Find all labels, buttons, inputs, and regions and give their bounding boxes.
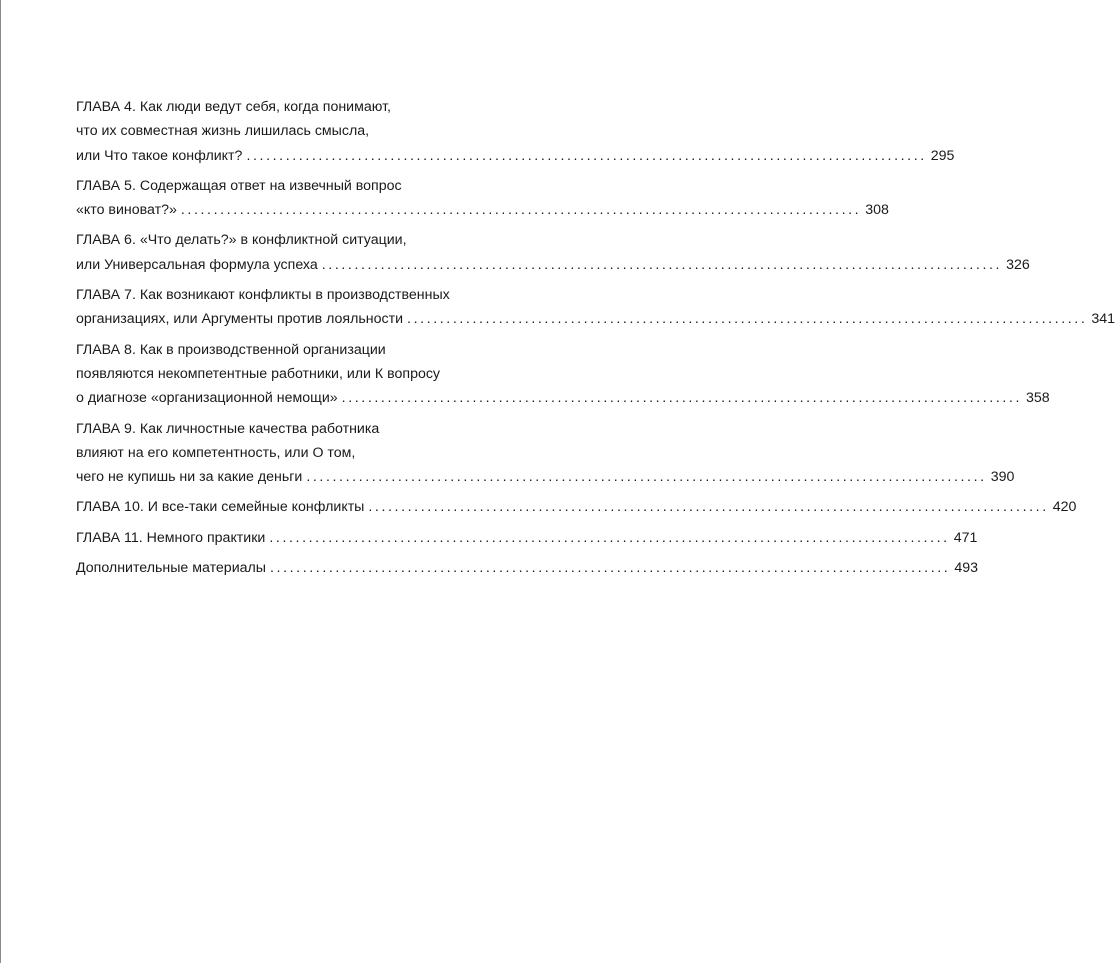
toc-entry-title-end: «кто виноват?» <box>76 202 177 219</box>
toc-entry-chapter-6[interactable] <box>76 228 1030 277</box>
toc-entry-chapter-7[interactable] <box>76 283 1115 332</box>
toc-entry-line: ГЛАВА 8. Как в производственной организации <box>76 341 386 358</box>
toc-entry-last-line <box>76 556 979 580</box>
toc-entry-last-line <box>76 144 955 168</box>
toc-entry-title-end: организациях, или Аргументы против лояльности <box>76 311 404 328</box>
toc-entry-chapter-4[interactable] <box>76 95 955 168</box>
dot-leader: ........................................................................................................ <box>180 202 862 219</box>
page-number: 420 <box>1052 499 1077 516</box>
toc-entry-chapter-9[interactable] <box>76 417 1015 490</box>
toc-entry-title-end: или Что такое конфликт? <box>76 147 243 164</box>
dot-leader: ........................................................................................................ <box>269 529 950 546</box>
toc-entry-last-line <box>76 307 1115 331</box>
page-number: 308 <box>865 202 889 219</box>
toc-entry-last-line <box>76 198 889 222</box>
toc-entry-last-line <box>76 253 1030 277</box>
toc-entry-last-line <box>76 495 1077 519</box>
toc-entry-line: ГЛАВА 4. Как люди ведут себя, когда понимают, <box>76 99 391 115</box>
page-edge-rule <box>0 0 1 963</box>
dot-leader: ........................................................................................................ <box>246 147 927 164</box>
toc-entry-line: ГЛАВА 5. Содержащая ответ на извечный вопрос <box>76 177 402 194</box>
toc-entry-last-line <box>76 465 1015 489</box>
page-number: 295 <box>930 147 955 164</box>
toc-entry-line: влияют на его компетентность, или О том, <box>76 444 356 461</box>
toc-entry-title-end: ГЛАВА 10. И все-таки семейные конфликты <box>76 499 365 516</box>
page-number: 341 <box>1091 311 1115 328</box>
dot-leader: ........................................................................................................ <box>341 390 1022 407</box>
page-number: 493 <box>954 560 979 577</box>
toc-entry-title-end: чего не купишь ни за какие деньги <box>76 469 303 486</box>
toc-entry-line: появляются некомпетентные работники, или К вопросу <box>76 365 441 382</box>
toc-entry-title-end: или Универсальная формула успеха <box>76 256 318 273</box>
page-number: 390 <box>990 469 1015 486</box>
dot-leader: ........................................................................................................ <box>306 469 987 486</box>
toc-entry-line: что их совместная жизнь лишилась смысла, <box>76 123 370 140</box>
dot-leader: ........................................................................................................ <box>368 499 1049 516</box>
toc-entry-additional-materials[interactable] <box>76 556 979 580</box>
page-number: 326 <box>1006 256 1030 273</box>
toc-entry-last-line <box>76 386 1050 410</box>
toc-entry-line: ГЛАВА 9. Как личностные качества работника <box>76 420 380 437</box>
toc-entry-chapter-8[interactable] <box>76 338 1050 411</box>
toc-entry-line: ГЛАВА 7. Как возникают конфликты в производственных <box>76 287 450 304</box>
dot-leader: ........................................................................................................ <box>321 256 1003 273</box>
toc-entry-chapter-11[interactable] <box>76 526 978 550</box>
toc-entry-title-end: Дополнительные материалы <box>76 560 266 577</box>
dot-leader: ........................................................................................................ <box>407 311 1088 328</box>
toc-entry-title-end: ГЛАВА 11. Немного практики <box>76 529 266 546</box>
toc-entry-title-end: о диагнозе «организационной немощи» <box>76 390 338 407</box>
page-number: 358 <box>1026 390 1050 407</box>
dot-leader: ........................................................................................................ <box>270 560 951 577</box>
toc-entry-chapter-5[interactable] <box>76 174 889 223</box>
toc-entry-line: ГЛАВА 6. «Что делать?» в конфликтной ситуации, <box>76 232 407 249</box>
table-of-contents <box>76 95 1115 586</box>
toc-entry-chapter-10[interactable] <box>76 495 1077 519</box>
page-number: 471 <box>953 529 978 546</box>
toc-entry-last-line <box>76 526 978 550</box>
